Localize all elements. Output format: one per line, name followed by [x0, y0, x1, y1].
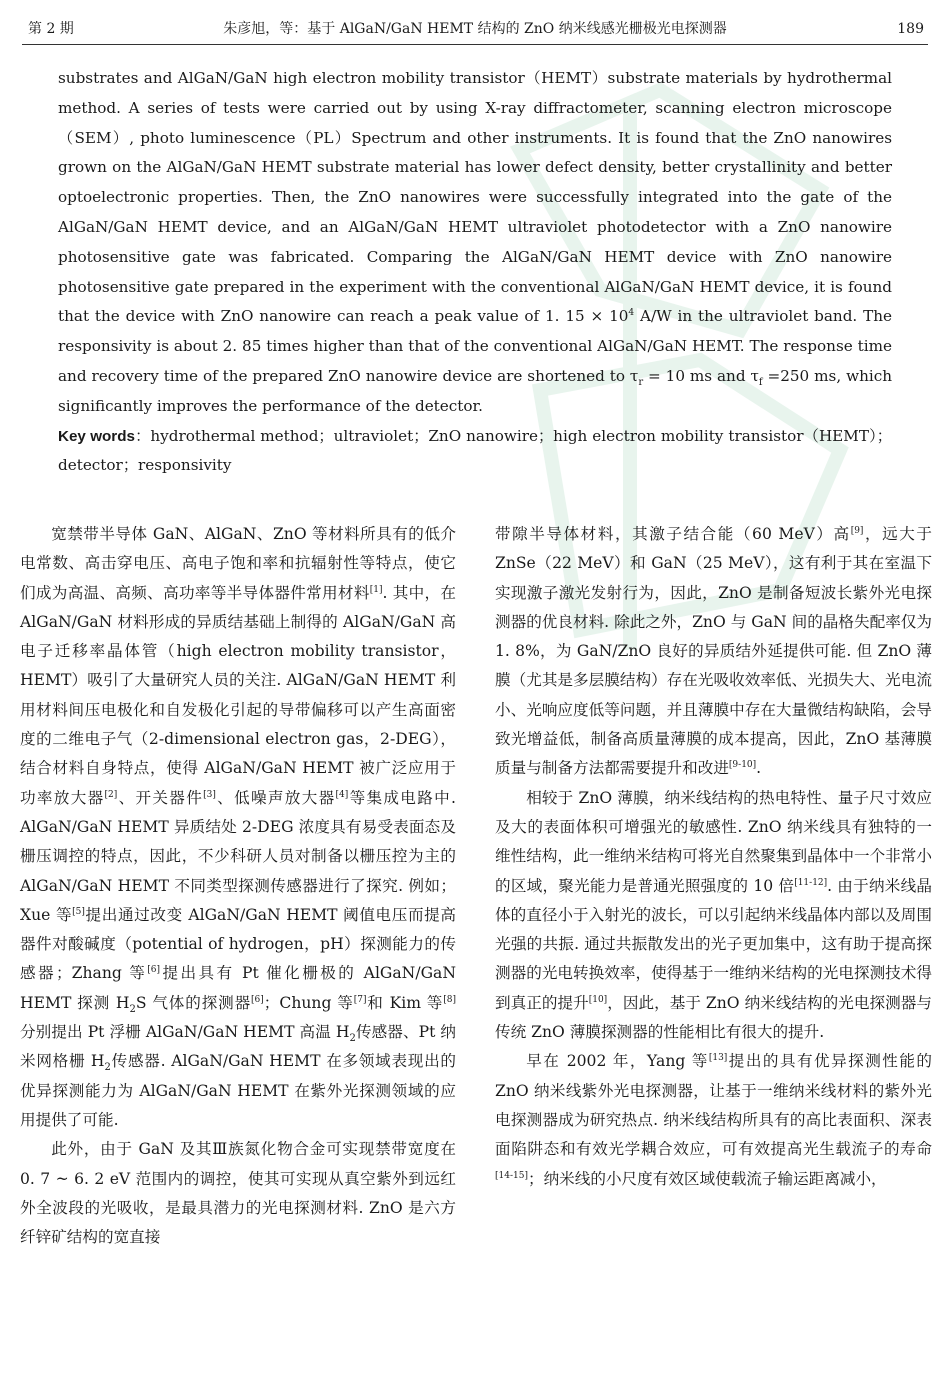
- paragraph: 早在 2002 年，Yang 等[13]提出的具有优异探测性能的 ZnO 纳米线紫外光电探测器，让基于一维纳米线材料的紫外光电探测器成为研究热点. 纳米线结构所具有的高比表面积、深表面陷阱态和有效光学耦合效应，可有效提高光生载流子的寿命[14-15]；纳米线的小尺度有效区域使载流子输运距离减小，: [495, 1052, 932, 1188]
- english-abstract: [58, 64, 892, 481]
- paragraph: 此外，由于 GaN 及其Ⅲ族氮化物合金可实现禁带宽度在 0. 7 ~ 6. 2 eV 范围内的调控，使其可实现从真空紫外到远红外全波段的光吸收，是最具潜力的光电探测材料. ZnO 是六方纤锌矿结构的宽直接: [20, 1140, 456, 1247]
- paragraph: 相较于 ZnO 薄膜，纳米线结构的热电特性、量子尺寸效应及大的表面体积可增强光的敏感性. ZnO 纳米线具有独特的一维性结构，此一维纳米结构可将光自然聚集到晶体中一个非常小的区域，聚光能力是普通光照强度的 10 倍[11-12]. 由于纳米线晶体的直径小于入射光的波长，可以引起纳米线晶体内部以及周围光强的共振. 通过共振散发出的光子更加集中，这有助于提高探测器的光电转换效率，使得基于一维纳米结构的光电探测技术得到真正的提升[10]，因此，基于 ZnO 纳米线结构的光电探测器与传统 ZnO 薄膜探测器的性能相比有很大的提升.: [495, 788, 932, 1042]
- running-title: 朱彦旭，等：基于 AlGaN/GaN HEMT 结构的 ZnO 纳米线感光栅极光电探测器: [223, 21, 727, 37]
- right-column: [495, 520, 932, 1194]
- paragraph: 带隙半导体材料，其激子结合能（60 MeV）高[9]，远大于 ZnSe（22 MeV）和 GaN（25 MeV），这有利于其在室温下实现激子激光发射行为，因此，ZnO 是制备短波长紫外光电探测器的优良材料. 除此之外，ZnO 与 GaN 间的晶格失配率仅为 1. 8%，为 GaN/ZnO 良好的异质结外延提供可能. 但 ZnO 薄膜（尤其是多层膜结构）存在光吸收效率低、光损失大、光电流小、光响应度低等问题，并且薄膜中存在大量微结构缺陷，会导致光增益低，制备高质量薄膜的成本提高，因此，ZnO 基薄膜质量与制备方法都需要提升和改进[9-10].: [495, 525, 932, 778]
- keywords: [58, 422, 892, 482]
- keywords-list: ：hydrothermal method；ultraviolet；ZnO nanowire；high electron mobility transistor（HEMT）；detector；responsivity: [58, 426, 892, 475]
- abstract-body: substrates and AlGaN/GaN high electron mobility transistor（HEMT）substrate materials by hydrothermal method. A series of tests were carried out by using X-ray diffractometer, scanning electron microscope（SEM）, photo luminescence（PL）Spectrum and other instruments. It is found that the ZnO nanowires grown on the AlGaN/GaN HEMT substrate material has lower defect density, better crystallinity and better optoelectronic properties. Then, the ZnO nanowires were successfully integrated into the gate of the AlGaN/GaN HEMT device, and an AlGaN/GaN HEMT ultraviolet photodetector with a ZnO nanowire photosensitive gate was fabricated. Comparing the AlGaN/GaN HEMT device with ZnO nanowire photosensitive gate prepared in the experiment with the conventional AlGaN/GaN HEMT device, it is found that the device with ZnO nanowire can reach a peak value of 1. $15 \times 10^4$ A/W in the ultraviolet band. The responsivity is about 2. 85 times higher than that of the conventional AlGaN/GaN HEMT. The response time and recovery time of the prepared ZnO nanowire device are shortened to $\tau_r = 10$ ms and $\tau_f =250$ ms, which significantly improves the performance of the detector.: [58, 69, 893, 415]
- page-number: 189: [897, 21, 924, 37]
- keywords-label: Key words: [58, 427, 135, 445]
- left-column: [20, 520, 456, 1252]
- running-header: [22, 14, 928, 45]
- issue-number: 第 2 期: [28, 21, 74, 37]
- paragraph: 宽禁带半导体 GaN、AlGaN、ZnO 等材料所具有的低介电常数、高击穿电压、高电子饱和率和抗辐射性等特点，使它们成为高温、高频、高功率等半导体器件常用材料[1]. 其中，在 AlGaN/GaN 材料形成的异质结基础上制得的 AlGaN/GaN 高电子迁移率晶体管（high electron mobility transistor，HEMT）吸引了大量研究人员的关注. AlGaN/GaN HEMT 利用材料间压电极化和自发极化引起的导带偏移可以产生高面密度的二维电子气（2-dimensional electron gas，2-DEG），结合材料自身特点，使得 AlGaN/GaN HEMT 被广泛应用于功率放大器[2]、开关器件[3]、低噪声放大器[4]等集成电路中. AlGaN/GaN HEMT 异质结处 2-DEG 浓度具有易受表面态及栅压调控的特点，因此，不少科研人员对制备以栅压控为主的 AlGaN/GaN HEMT 不同类型探测传感器进行了探究. 例如；Xue 等[5]提出通过改变 AlGaN/GaN HEMT 阈值电压而提高器件对酸碱度（potential of hydrogen，pH）探测能力的传感器；Zhang 等[6]提出具有 Pt 催化栅极的 AlGaN/GaN HEMT 探测 $H_2S$ 气体的探测器[6]；Chung 等[7]和 Kim 等[8]分别提出 Pt 浮栅 AlGaN/GaN HEMT 高温 $H_2$传感器、Pt 纳米网格栅 $H_2$传感器. AlGaN/GaN HEMT 在多领域表现出的优异探测能力为 AlGaN/GaN HEMT 在紫外光探测领域的应用提供了可能.: [20, 525, 457, 1129]
